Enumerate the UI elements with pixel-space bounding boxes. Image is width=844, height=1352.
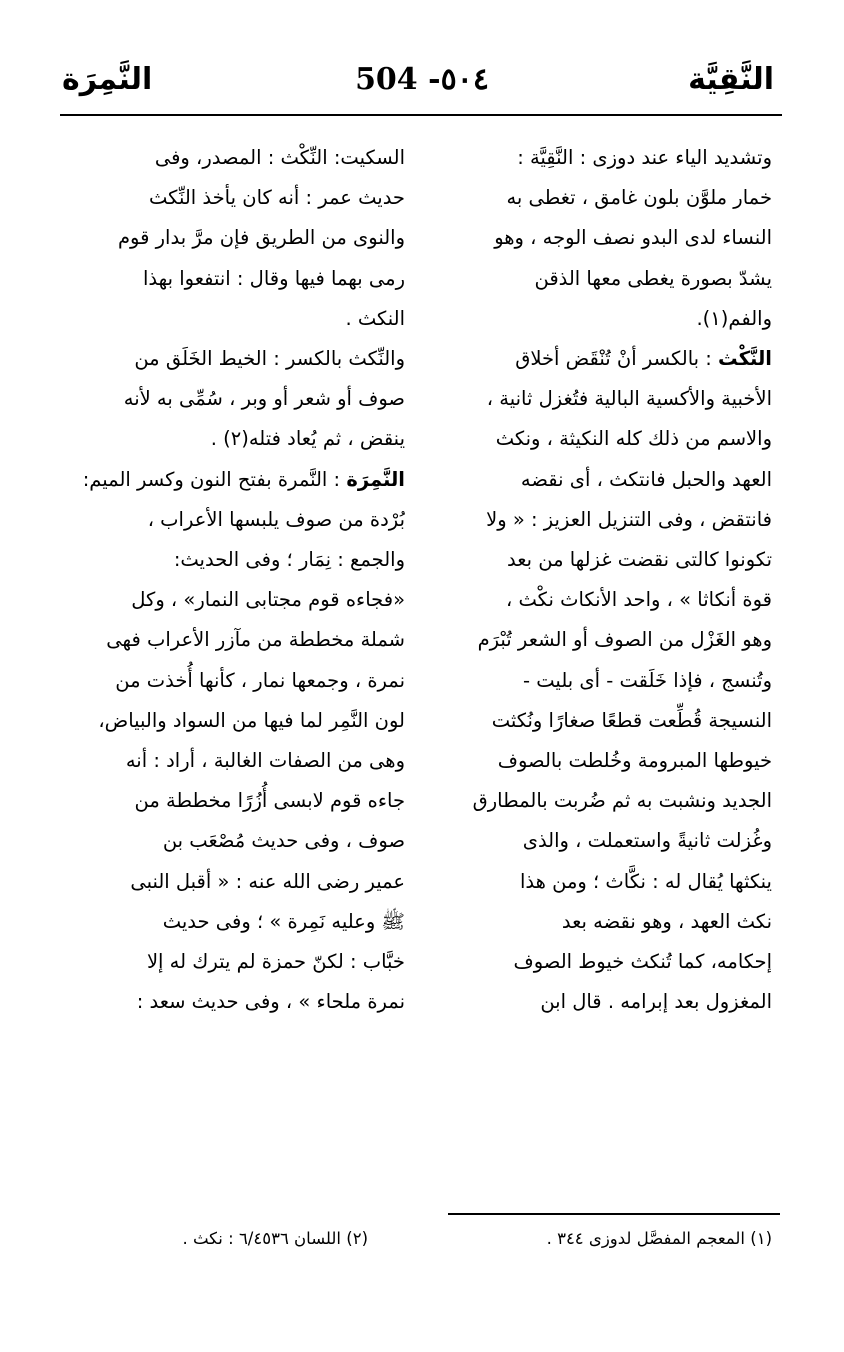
header-left-entry-word: النَّمِرَة (62, 62, 153, 97)
text-line: بُرْدة من صوف يلبسها الأعراب ، (147, 507, 405, 531)
text-line: النَّمِرَة : النَّمرة بفتح النون وكسر الميم: (82, 467, 405, 491)
text-line: المغزول بعد إبرامه . قال ابن (540, 990, 772, 1014)
text-line: النسيجة قُطِّعت قطعًا صغارًا ونُكثت (491, 708, 772, 732)
text-line: النَّكْث : بالكسر أنْ تُنْقَض أخلاق (515, 347, 772, 371)
text-line: إحكامه، كما تُنكث خيوط الصوف (513, 950, 772, 974)
text-line: وهو الغَزْل من الصوف أو الشعر تُبْرَم (477, 628, 772, 652)
text-line: لون النَّمِر لما فيها من السواد والبياض، (98, 708, 405, 732)
text-line: رمى بهما فيها وقال : انتفعوا بهذا (142, 266, 405, 290)
text-line: وتُنسج ، فإذا خَلَقت - أى بليت - (523, 668, 772, 692)
text-line: ينقض ، ثم يُعاد فتله(٢) . (210, 427, 405, 451)
text-line: صوف أو شعر أو وبر ، سُمِّى به لأنه (123, 387, 405, 411)
text-line: خبَّاب : لكنّ حمزة لم يترك له إلا (146, 950, 405, 974)
text-line: والجمع : نِمَار ؛ وفى الحديث: (173, 548, 405, 572)
right-text-column (427, 138, 772, 1022)
entry-headword: النَّكْث (718, 347, 772, 371)
text-line: الجديد ونشبت به ثم ضُربت بالمطارق (472, 789, 772, 813)
text-line: يشدّ بصورة يغطى معها الذقن (534, 266, 772, 290)
text-line: النساء لدى البدو نصف الوجه ، وهو (494, 226, 772, 250)
text-line: «فجاءه قوم مجتابى النمار» ، وكل (131, 588, 405, 612)
text-line: وتشديد الياء عند دوزى : النَّقِيَّة : (517, 146, 772, 169)
header-rule (60, 114, 782, 116)
entry-headword: النَّمِرَة (346, 467, 405, 491)
text-line: حديث عمر : أنه كان يأخذ النِّكث (149, 186, 405, 210)
text-line: ينكثها يُقال له : نكَّاث ؛ ومن هذا (520, 869, 772, 893)
text-line: فانتقض ، وفى التنزيل العزيز : « ولا (486, 507, 772, 531)
text-line: خيوطها المبرومة وخُلطت بالصوف (497, 749, 772, 773)
text-line: قوة أنكاثا » ، واحد الأنكاث نكْث ، (506, 588, 772, 612)
text-line: شملة مخططة من مآزر الأعراب فهى (106, 628, 405, 652)
text-line: وهى من الصفات الغالبة ، أراد : أنه (125, 749, 405, 773)
text-line: النكث . (345, 306, 405, 330)
text-line: والاسم من ذلك كله النكيثة ، ونكث (495, 427, 772, 451)
text-line: والفم(١). (696, 306, 772, 330)
text-line: صوف ، وفى حديث مُصْعَب بن (162, 829, 405, 853)
text-line: العهد والحبل فانتكث ، أى نقضه (520, 467, 772, 491)
left-text-column (60, 138, 405, 1022)
text-line: والنوى من الطريق فإن مرَّ بدار قوم (117, 226, 405, 250)
text-line: تكونوا كالتى نقضت غزلها من بعد (506, 548, 772, 572)
footnote-1: (١) المعجم المفصَّل لدوزى ٣٤٤ . (546, 1229, 772, 1248)
text-line: نمرة ، وجمعها نمار ، كأنها أُخذت من (115, 668, 405, 692)
text-line: ﷺ وعليه نَمِرة » ؛ وفى حديث (162, 909, 405, 933)
text-line: والنِّكث بالكسر : الخيط الخَلَق من (134, 347, 405, 371)
text-line: الأخبية والأكسية البالية فتُغزل ثانية ، (486, 387, 772, 411)
text-line: نمرة ملحاء » ، وفى حديث سعد : (136, 990, 405, 1014)
text-line: نكث العهد ، وهو نقضه بعد (561, 909, 772, 933)
text-line: عمير رضى الله عنه : « أقبل النبى (130, 869, 405, 893)
text-line: وغُزلت ثانيةً واستعملت ، والذى (522, 829, 772, 853)
text-line: خمار ملوَّن بلون غامق ، تغطى به (506, 186, 772, 210)
page-number: 504 -٥٠٤ (355, 62, 489, 97)
text-line: جاءه قوم لابسى أُزُرًا مخططة من (134, 789, 405, 813)
footnote-rule (448, 1213, 780, 1215)
header-right-entry-word: النَّقِيَّة (688, 62, 774, 97)
footnote-2: (٢) اللسان ٦/٤٥٣٦ : نكث . (182, 1229, 368, 1248)
text-line: السكيت: النِّكْث : المصدر، وفى (154, 146, 405, 169)
